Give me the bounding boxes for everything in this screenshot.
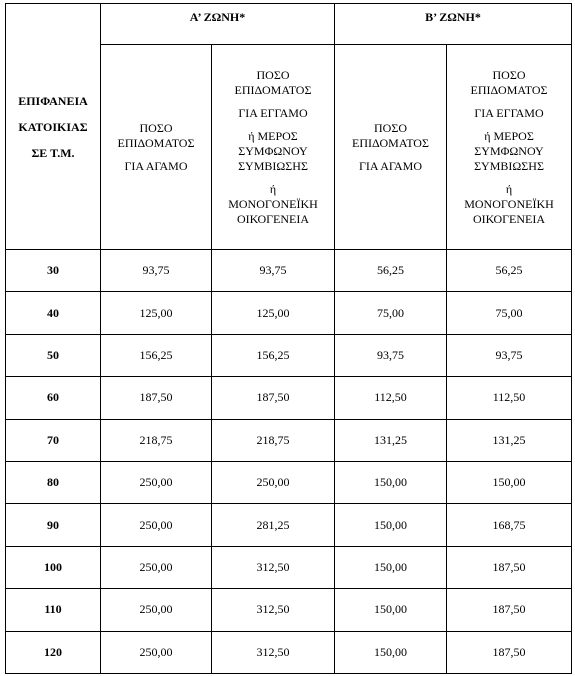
zone-b-single-cell: 150,00: [335, 631, 447, 673]
zone-a-single-cell: 125,00: [101, 292, 212, 334]
zone-a-single-cell: 218,75: [101, 419, 212, 461]
zone-a-single-cell: 250,00: [101, 504, 212, 546]
zone-b-single-cell: 75,00: [335, 292, 447, 334]
zone-b-married-cell: 150,00: [447, 461, 572, 503]
zone-b-married-cell: 56,25: [447, 250, 572, 292]
zone-a-married-cell: 312,50: [212, 589, 335, 631]
header-line: ΠΟΣΟ: [256, 67, 290, 82]
zone-b-married-cell: 187,50: [447, 589, 572, 631]
zone-b-single-header: [335, 45, 447, 250]
header-line: ΓΙΑ ΕΓΓΑΜΟ: [474, 105, 544, 120]
zone-b-married-cell: 168,75: [447, 504, 572, 546]
zone-b-single-cell: 150,00: [335, 589, 447, 631]
table-row: [6, 334, 572, 376]
table-row: [6, 377, 572, 419]
zone-a-married-cell: 250,00: [212, 461, 335, 503]
header-line: ΕΠΙΔΟΜΑΤΟΣ: [117, 135, 195, 150]
zone-a-single-cell: 250,00: [101, 546, 212, 588]
area-cell: 30: [6, 250, 101, 292]
header-line: ή: [269, 181, 277, 196]
header-line: ΣΥΜΦΩΝΟΥ: [474, 143, 544, 158]
header-line: ΜΟΝΟΓΟΝΕΪΚΗ: [228, 196, 318, 211]
zone-b-married-cell: 187,50: [447, 546, 572, 588]
table-row: [6, 589, 572, 631]
zone-b-married-cell: 187,50: [447, 631, 572, 673]
zone-a-single-header: [101, 45, 212, 250]
zone-a-single-cell: 250,00: [101, 589, 212, 631]
area-cell: 90: [6, 504, 101, 546]
header-line: ή ΜΕΡΟΣ: [484, 128, 534, 143]
area-cell: 50: [6, 334, 101, 376]
area-cell: 120: [6, 631, 101, 673]
zone-b-header: Β’ ΖΩΝΗ*: [335, 4, 572, 45]
table-row: [6, 504, 572, 546]
zone-b-married-cell: 93,75: [447, 334, 572, 376]
zone-a-married-cell: 156,25: [212, 334, 335, 376]
zone-a-single-cell: 93,75: [101, 250, 212, 292]
table-row: [6, 631, 572, 673]
zone-a-single-cell: 187,50: [101, 377, 212, 419]
zone-b-single-cell: 56,25: [335, 250, 447, 292]
header-line: ΓΙΑ ΕΓΓΑΜΟ: [238, 105, 308, 120]
header-line: ΕΠΙΔΟΜΑΤΟΣ: [352, 135, 429, 150]
table-row: [6, 250, 572, 292]
table-row: [6, 292, 572, 334]
zone-b-single-cell: 150,00: [335, 546, 447, 588]
surface-header-line: ΚΑΤΟΙΚΙΑΣ: [18, 119, 88, 134]
table-row: [6, 461, 572, 503]
surface-header: [6, 4, 101, 250]
header-line: ΣΥΜΒΙΩΣΗΣ: [474, 158, 544, 173]
zone-a-married-cell: 218,75: [212, 419, 335, 461]
header-line: ΓΙΑ ΑΓΑΜΟ: [124, 158, 188, 173]
zone-a-married-header: [212, 45, 335, 250]
zone-b-married-header: [447, 45, 572, 250]
zone-a-married-cell: 125,00: [212, 292, 335, 334]
area-cell: 110: [6, 589, 101, 631]
zone-a-married-cell: 281,25: [212, 504, 335, 546]
zone-b-single-cell: 131,25: [335, 419, 447, 461]
area-cell: 60: [6, 377, 101, 419]
zone-b-single-cell: 93,75: [335, 334, 447, 376]
zone-b-single-cell: 150,00: [335, 461, 447, 503]
zone-b-single-cell: 150,00: [335, 504, 447, 546]
header-line: ΟΙΚΟΓΕΝΕΙΑ: [236, 211, 310, 226]
zone-b-married-cell: 112,50: [447, 377, 572, 419]
table-row: [6, 419, 572, 461]
surface-header-line: ΕΠΙΦΑΝΕΙΑ: [18, 93, 88, 108]
zone-a-header: Α’ ΖΩΝΗ*: [101, 4, 335, 45]
zone-b-married-cell: 75,00: [447, 292, 572, 334]
header-line: ΓΙΑ ΑΓΑΜΟ: [358, 158, 423, 173]
header-line: ΟΙΚΟΓΕΝΕΙΑ: [472, 211, 546, 226]
allowance-table: [5, 3, 572, 674]
header-line: ΠΟΣΟ: [139, 120, 173, 135]
area-cell: 40: [6, 292, 101, 334]
header-line: ΠΟΣΟ: [374, 120, 407, 135]
header-line: ή ΜΕΡΟΣ: [248, 128, 298, 143]
zone-b-single-cell: 112,50: [335, 377, 447, 419]
zone-a-married-cell: 187,50: [212, 377, 335, 419]
header-line: ΣΥΜΦΩΝΟΥ: [238, 143, 308, 158]
header-line: ΠΟΣΟ: [492, 67, 526, 82]
header-line: ή: [505, 181, 513, 196]
header-line: ΣΥΜΒΙΩΣΗΣ: [238, 158, 308, 173]
zone-a-married-cell: 312,50: [212, 631, 335, 673]
zone-a-single-cell: 156,25: [101, 334, 212, 376]
table-row: [6, 546, 572, 588]
header-line: ΕΠΙΔΟΜΑΤΟΣ: [234, 82, 312, 97]
area-cell: 100: [6, 546, 101, 588]
header-line: ΜΟΝΟΓΟΝΕΪΚΗ: [464, 196, 554, 211]
header-line: ΕΠΙΔΟΜΑΤΟΣ: [470, 82, 548, 97]
zone-a-single-cell: 250,00: [101, 631, 212, 673]
area-cell: 80: [6, 461, 101, 503]
area-cell: 70: [6, 419, 101, 461]
zone-a-married-cell: 312,50: [212, 546, 335, 588]
surface-header-line: ΣΕ Τ.Μ.: [31, 145, 75, 160]
zone-a-married-cell: 93,75: [212, 250, 335, 292]
zone-a-single-cell: 250,00: [101, 461, 212, 503]
zone-b-married-cell: 131,25: [447, 419, 572, 461]
